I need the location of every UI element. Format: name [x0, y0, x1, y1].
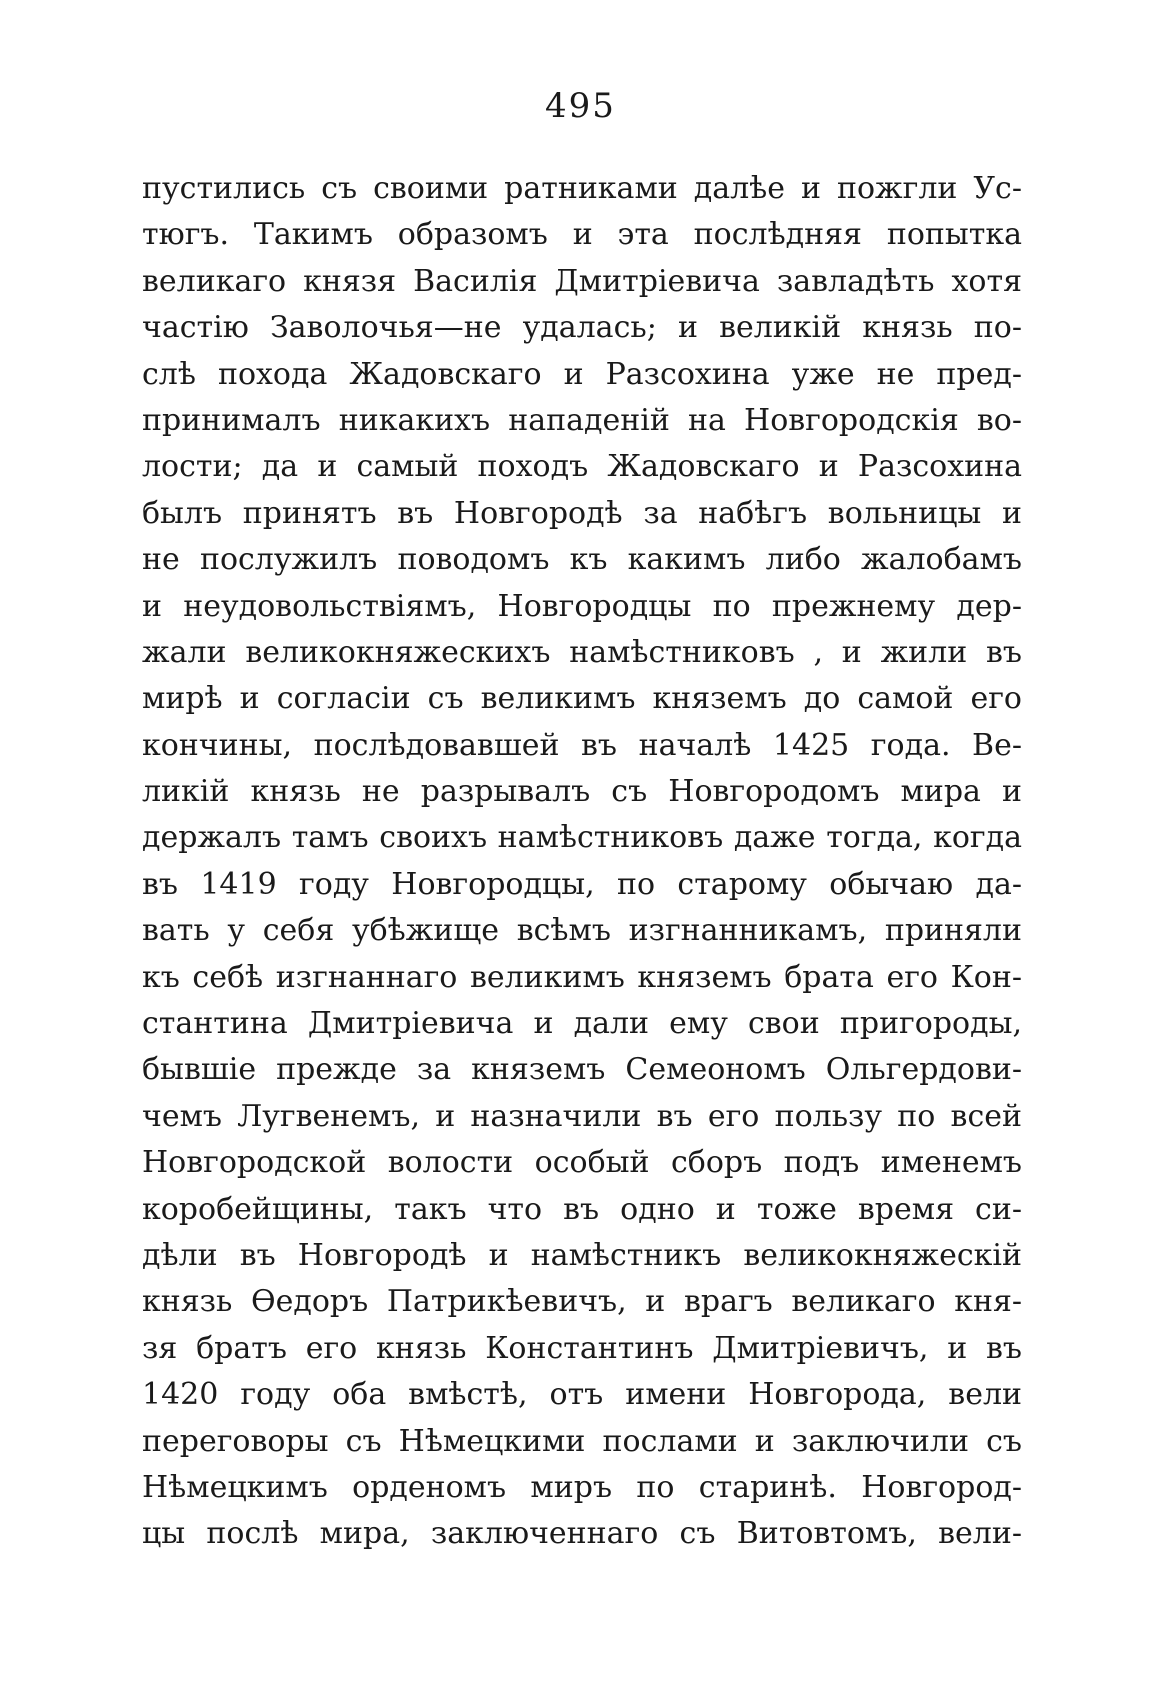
text-line: частію Заволочья—не удалась; и великій князь по-	[142, 310, 1022, 346]
text-line: 1420 году оба вмѣстѣ, отъ имени Новгорода, вели	[142, 1377, 1022, 1413]
text-line: въ 1419 году Новгородцы, по старому обычаю да-	[142, 866, 1022, 902]
text-line: дѣли въ Новгородѣ и намѣстникъ великокняжескій	[142, 1237, 1022, 1273]
text-line: пустились съ своими ратниками далѣе и пожгли Ус-	[142, 171, 1022, 206]
text-line: къ себѣ изгнаннаго великимъ княземъ брата его Кон-	[142, 959, 1022, 995]
text-line: лости; да и самый походъ Жадовскаго и Разсохина	[142, 449, 1022, 485]
text-line: переговоры съ Нѣмецкими послами и заключили съ	[142, 1423, 1022, 1459]
text-line: вать у себя убѣжище всѣмъ изгнанникамъ, приняли	[142, 913, 1022, 949]
text-line: бывшіе прежде за княземъ Семеономъ Ольгердови-	[142, 1052, 1022, 1088]
text-line: князь Ѳедоръ Патрикѣевичъ, и врагъ великаго кня-	[142, 1284, 1022, 1320]
text-line: принималъ никакихъ нападеній на Новгородскія во-	[142, 402, 1022, 438]
text-line: Нѣмецкимъ орденомъ миръ по старинѣ. Новгород-	[142, 1469, 1022, 1505]
text-line: великаго князя Василія Дмитріевича завладѣть хотя	[142, 263, 1022, 299]
text-line: коробейщины, такъ что въ одно и тоже время си-	[142, 1191, 1022, 1227]
text-line: чемъ Лугвенемъ, и назначили въ его пользу по всей	[142, 1098, 1022, 1134]
text-line: кончины, послѣдовавшей въ началѣ 1425 года. Ве-	[142, 727, 1022, 763]
text-line: жали великокняжескихъ намѣстниковъ , и жили въ	[142, 634, 1022, 670]
text-line: слѣ похода Жадовскаго и Разсохина уже не пред-	[142, 356, 1022, 392]
page-number: 495	[545, 86, 616, 126]
text-line: и неудовольствіямъ, Новгородцы по прежнему дер-	[142, 588, 1022, 624]
text-line: зя братъ его князь Константинъ Дмитріевичъ, и въ	[142, 1330, 1022, 1366]
text-line: держалъ тамъ своихъ намѣстниковъ даже тогда, когда	[142, 820, 1022, 856]
body-text	[142, 166, 1022, 1558]
text-line: цы послѣ мира, заключеннаго съ Витовтомъ, вели-	[142, 1516, 1022, 1552]
text-line: мирѣ и согласіи съ великимъ княземъ до самой его	[142, 681, 1022, 717]
text-line: былъ принятъ въ Новгородѣ за набѣгъ вольницы и	[142, 495, 1022, 531]
text-line: Новгородской волости особый сборъ подъ именемъ	[142, 1145, 1022, 1181]
text-line: не послужилъ поводомъ къ какимъ либо жалобамъ	[142, 542, 1022, 578]
text-line: стантина Дмитріевича и дали ему свои пригороды,	[142, 1006, 1022, 1042]
text-line: ликій князь не разрывалъ съ Новгородомъ мира и	[142, 774, 1022, 810]
text-line: тюгъ. Такимъ образомъ и эта послѣдняя попытка	[142, 217, 1022, 253]
